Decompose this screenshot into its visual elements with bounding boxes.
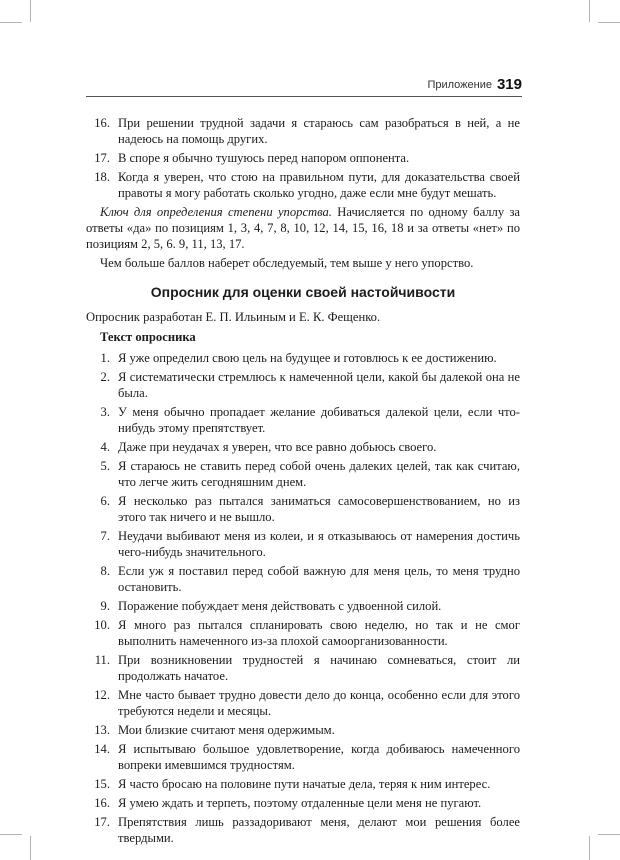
scoring-key-label: Ключ для определения степени упорства. <box>100 205 332 219</box>
list-item: 4. Даже при неудачах я уверен, что все равно добьюсь своего. <box>100 440 437 454</box>
list-item: 12. Мне часто бывает трудно довести дело до конца, особенно если для этого требуются недели и месяцы. <box>94 688 520 718</box>
list-item: 9. Поражение побуждает меня действовать с удвоенной силой. <box>100 599 442 613</box>
list-item: 10. Я много раз пытался спланировать свою неделю, но так и не смог выполнить намеченного из-за плохой самоорганизованности. <box>94 618 520 648</box>
list-item: 6. Я несколько раз пытался заниматься самосовершенствованием, но из этого так ничего и не вышло. <box>100 494 520 524</box>
scoring-key <box>86 204 520 252</box>
list-item: 11. При возникновении трудностей я начинаю сомневаться, стоит ли продолжать начатое. <box>94 653 520 683</box>
list-item: 5. Я стараюсь не ставить перед собой очень далеких целей, так как считаю, что легче жить сегодняшним днем. <box>100 459 520 489</box>
scoring-key-text: Начисляется по одному баллу за ответы «да» по позициям 1, 3, 4, 7, 8, 10, 12, 14, 15, 16, 18 и за ответы «нет» по позициям 2, 5, 6. 9, 11, 13, 17. <box>86 205 521 251</box>
list-item: 1. Я уже определил свою цель на будущее и готовлюсь к ее достижению. <box>100 351 497 365</box>
list-item: 18. Когда я уверен, что стою на правильном пути, для доказательства своей правоты я могу работать сколько угодно, даже если мне будут мешать. <box>94 170 520 200</box>
list-item: 3. У меня обычно пропадает желание добиваться далекой цели, если что-нибудь этому препятствует. <box>100 405 520 435</box>
page-content <box>86 115 520 849</box>
list-item: 15. Я часто бросаю на половине пути начатые дела, теряя к ним интерес. <box>94 777 491 791</box>
subsection-title: Текст опросника <box>100 330 196 344</box>
list-item: 7. Неудачи выбивают меня из колеи, и я отказываюсь от намерения достичь чего-нибудь значительного. <box>100 529 520 559</box>
crop-mark <box>598 22 620 23</box>
top-items-list <box>86 115 520 201</box>
crop-mark <box>0 22 22 23</box>
list-item: 14. Я испытываю большое удовлетворение, когда добиваюсь намеченного вопреки имевшимся трудностям. <box>94 742 520 772</box>
crop-mark <box>30 836 31 860</box>
crop-mark <box>0 834 22 835</box>
conclusion-text: Чем больше баллов наберет обследуемый, тем выше у него упорство. <box>100 256 474 270</box>
crop-mark <box>589 0 590 22</box>
list-item: 16. Я умею ждать и терпеть, поэтому отдаленные цели меня не пугают. <box>94 796 482 810</box>
crop-mark <box>598 834 620 835</box>
crop-mark <box>30 0 31 22</box>
list-item: 17. В споре я обычно тушуюсь перед напором оппонента. <box>94 151 410 165</box>
list-item: 17. Препятствия лишь раззадоривают меня, делают мои решения более твердыми. <box>94 815 520 845</box>
running-header-section: Приложение <box>427 79 492 91</box>
page-number: 319 <box>496 76 522 93</box>
crop-mark <box>589 836 590 860</box>
questionnaire-list <box>86 350 520 846</box>
list-item: 2. Я систематически стремлюсь к намеченной цели, какой бы далекой она не была. <box>100 370 520 400</box>
section-title: Опросник для оценки своей настойчивости <box>150 284 456 300</box>
running-header <box>86 76 522 97</box>
list-item: 13. Мои близкие считают меня одержимым. <box>94 723 335 737</box>
list-item: 16. При решении трудной задачи я стараюсь сам разобраться в ней, а не надеюсь на помощь других. <box>94 116 520 146</box>
list-item: 8. Если уж я поставил перед собой важную для меня цель, то меня трудно остановить. <box>100 564 520 594</box>
intro-text: Опросник разработан Е. П. Ильиным и Е. К. Фещенко. <box>86 310 381 324</box>
